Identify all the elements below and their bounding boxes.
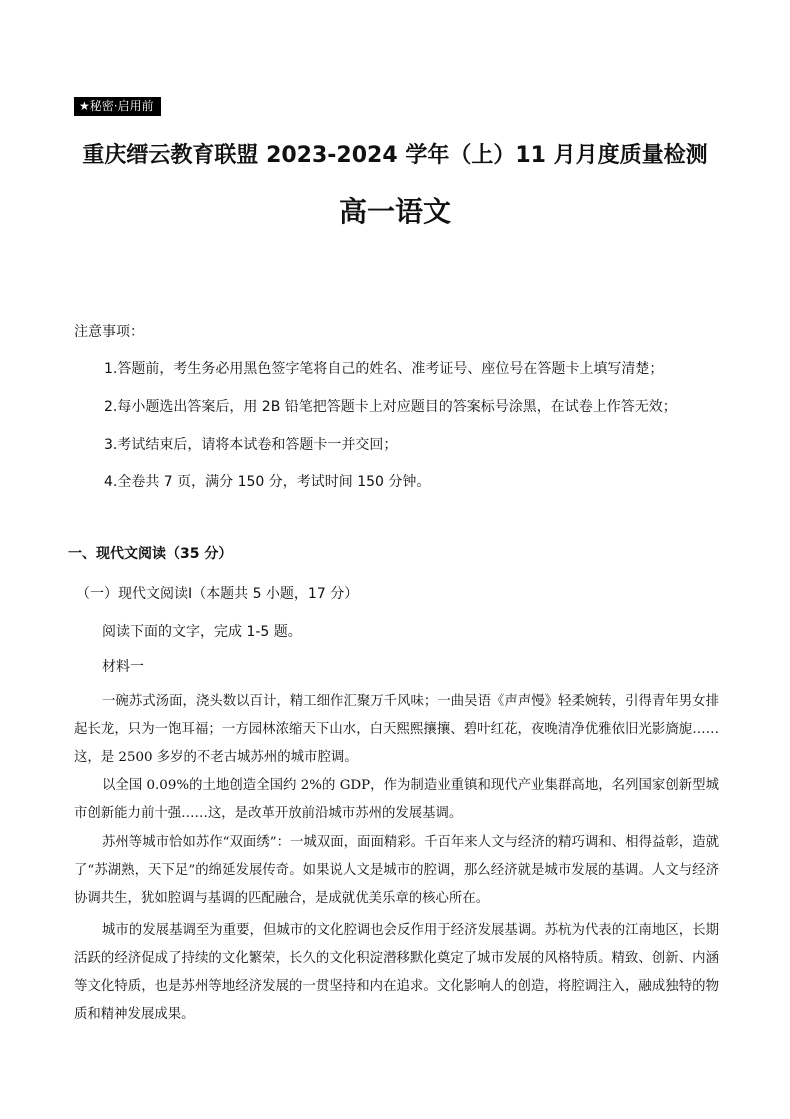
passage-paragraph: 苏州等城市恰如苏作“双面绣”：一城双面，面面精彩。千百年来人文与经济的精巧调和、相得益彰，造就了“苏湖熟，天下足”的绵延发展传奇。如果说人文是城市的腔调，那么经济就是城市发展的基调。人文与经济协调共生，犹如腔调与基调的匹配融合，是成就优美乐章的核心所在。 [74,835,719,906]
exam-title: 重庆缙云教育联盟 2023-2024 学年（上）11 月月度质量检测 [82,143,708,168]
material-label: 材料一 [102,659,144,675]
notice-heading: 注意事项： [74,324,144,340]
subject-title: 高一语文 [338,195,451,228]
section-heading: 一、现代文阅读（35 分） [68,546,233,562]
notice-item: 2.每小题选出答案后，用 2B 铅笔把答题卡上对应题目的答案标号涂黑，在试卷上作答无效； [104,399,677,415]
passage-paragraph: 以全国 0.09%的土地创造全国约 2%的 GDP，作为制造业重镇和现代产业集群高地，名列国家创新型城市创新能力前十强……这，是改革开放前沿城市苏州的发展基调。 [74,778,719,821]
notice-item: 3.考试结束后，请将本试卷和答题卡一并交回； [104,437,398,453]
subsection-heading: （一）现代文阅读Ⅰ（本题共 5 小题，17 分） [76,586,359,602]
reading-instruction: 阅读下面的文字，完成 1-5 题。 [102,624,302,640]
passage-paragraph: 一碗苏式汤面，浇头数以百计，精工细作汇聚万千风味；一曲吴语《声声慢》轻柔婉转，引得青年男女排起长龙，只为一饱耳福；一方园林浓缩天下山水，白天熙熙攘攘、碧叶红花，夜晚清净优雅依旧光影旖旎……这，是 2500 多岁的不老古城苏州的城市腔调。 [74,694,719,765]
notice-item: 1.答题前，考生务必用黑色签字笔将自己的姓名、准考证号、座位号在答题卡上填写清楚； [104,361,664,377]
passage-paragraph: 城市的发展基调至为重要，但城市的文化腔调也会反作用于经济发展基调。苏杭为代表的江南地区，长期活跃的经济促成了持续的文化繁荣，长久的文化积淀潜移默化奠定了城市发展的风格特质。精致、创新、内涵等文化特质，也是苏州等地经济发展的一贯坚持和内在追求。文化影响人的创造，将腔调注入，融成独特的物质和精神发展成果。 [74,923,719,1022]
confidential-badge: ★秘密·启用前 [74,97,161,116]
notice-item: 4.全卷共 7 页，满分 150 分，考试时间 150 分钟。 [104,474,431,490]
